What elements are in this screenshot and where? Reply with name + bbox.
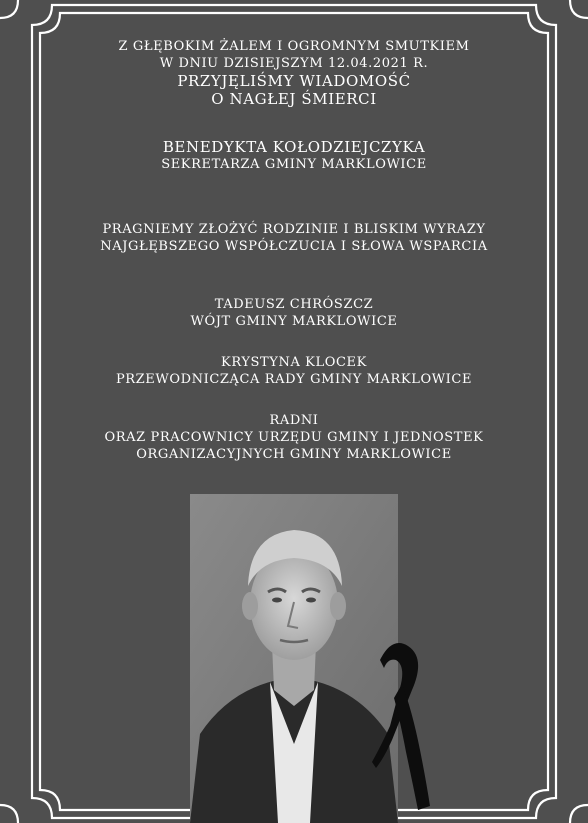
deceased-name: BENEDYKTA KOŁODZIEJCZYKA [162, 138, 426, 156]
condolences-line-2: NAJGŁĘBSZEGO WSPÓŁCZUCIA I SŁOWA WSPARCIA [100, 239, 488, 254]
signatory-name: TADEUSZ CHRÓSZCZ [214, 297, 374, 312]
signatory-council-staff [40, 412, 548, 463]
intro-block [40, 38, 548, 108]
mourning-ribbon-icon [372, 640, 432, 810]
intro-line-3: PRZYJĘLIŚMY WIADOMOŚĆ [177, 72, 411, 90]
intro-line-1: Z GŁĘBOKIM ŻALEM I OGROMNYM SMUTKIEM [118, 39, 470, 54]
signatory-group-line-3: ORGANIZACYJNYCH GMINY MARKLOWICE [136, 447, 452, 462]
deceased-block [40, 138, 548, 173]
signatory-group-line-2: ORAZ PRACOWNICY URZĘDU GMINY I JEDNOSTEK [104, 430, 484, 445]
portrait-photo [190, 494, 398, 823]
condolences-line-1: PRAGNIEMY ZŁOŻYĆ RODZINIE I BLISKIM WYRAZY [102, 222, 486, 237]
condolences-block [40, 221, 548, 255]
signatory-group: RADNI [269, 413, 319, 428]
signatory-title: WÓJT GMINY MARKLOWICE [190, 314, 398, 329]
signatory-wojt [40, 296, 548, 330]
signatory-council-chair [40, 354, 548, 388]
intro-line-2: W DNIU DZISIEJSZYM 12.04.2021 R. [159, 56, 429, 71]
deceased-position: SEKRETARZA GMINY MARKLOWICE [161, 157, 427, 172]
signatory-name: KRYSTYNA KLOCEK [221, 355, 367, 370]
signatory-title: PRZEWODNICZĄCA RADY GMINY MARKLOWICE [115, 372, 473, 387]
intro-line-4: O NAGŁEJ ŚMIERCI [211, 90, 377, 108]
